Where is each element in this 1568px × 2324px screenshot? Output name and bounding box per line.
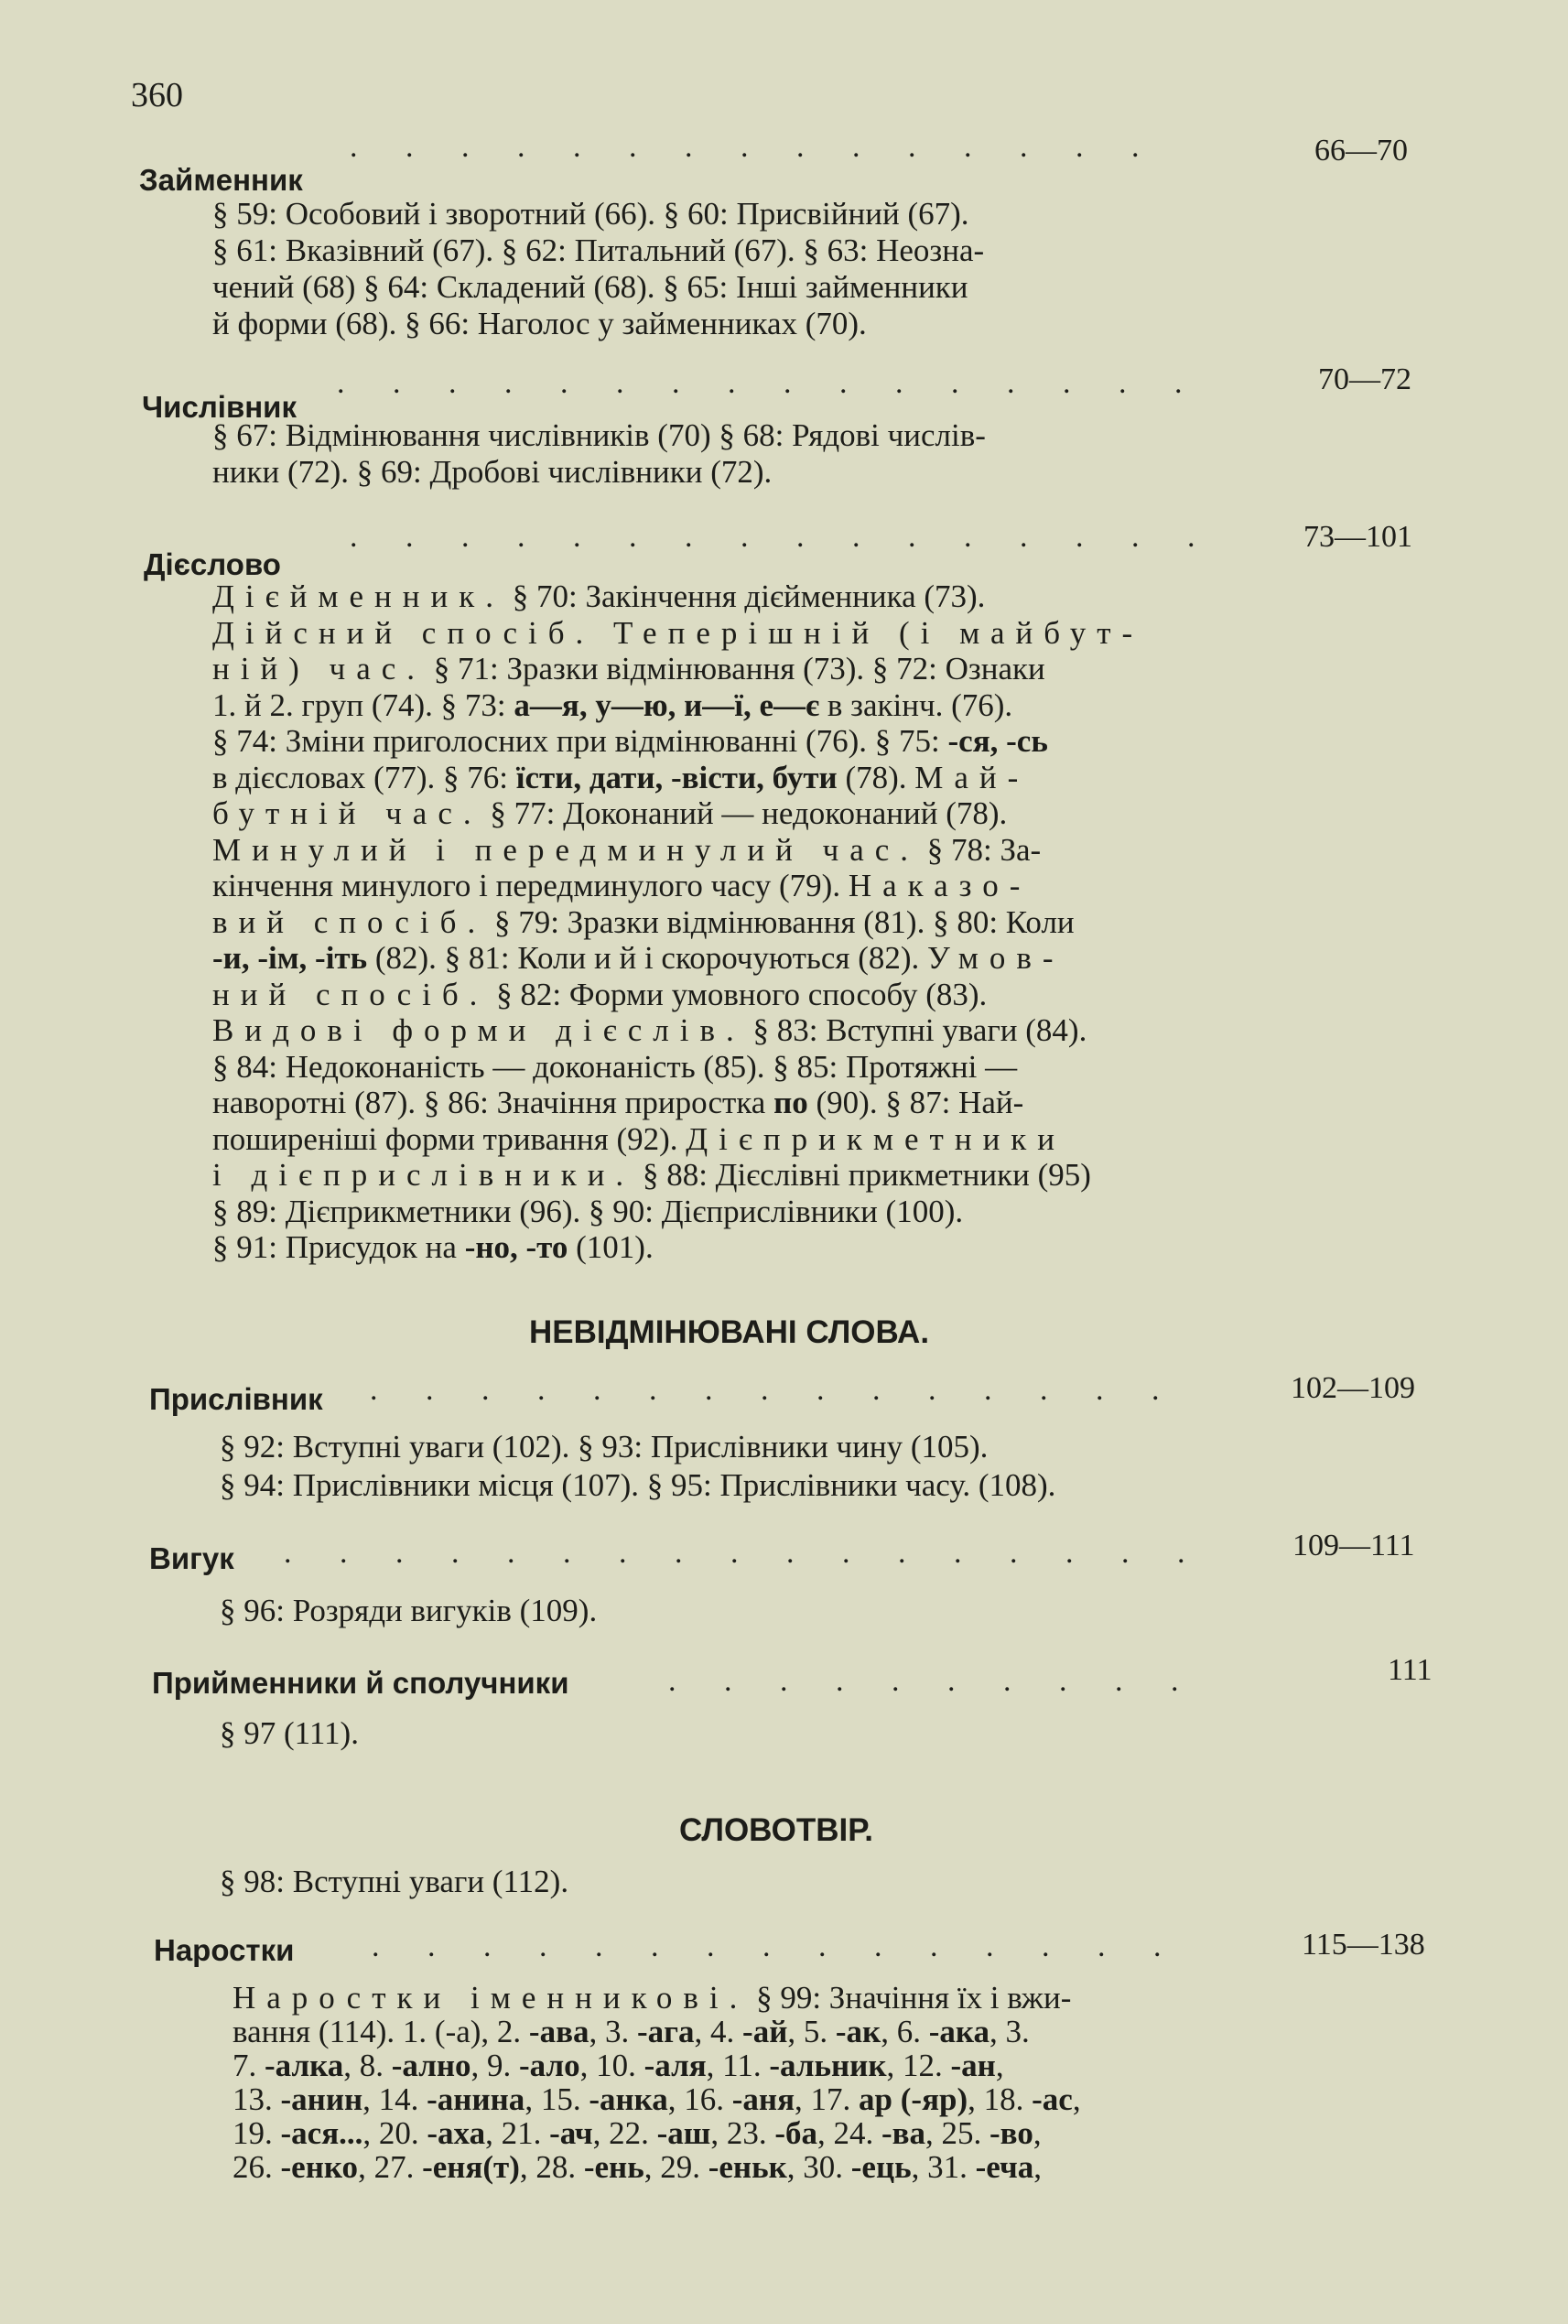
section-heading: НЕВІДМІНЮВАНІ СЛОВА.	[529, 1314, 930, 1350]
page-number: 360	[131, 76, 183, 114]
entry-body	[220, 1593, 1327, 1629]
entry-text: § 70: Закінчення дієйменника (73).	[503, 578, 986, 614]
entry-line: § 59: Особовий і зворотний (66). § 60: Присвійний (67).	[212, 196, 969, 232]
entry-line: § 67: Відмінювання числівників (70) § 68: Рядові числів-	[212, 417, 986, 453]
entry-pages: 66—70	[1314, 134, 1408, 168]
entry-line	[212, 723, 1256, 760]
bold-term: а—я, у—ю, и—ї, е—є	[514, 686, 820, 723]
bold-term: по	[773, 1085, 808, 1120]
entry-pages: 111	[1388, 1653, 1433, 1687]
entry-pages: 102—109	[1291, 1371, 1415, 1405]
entry-title: Займенник	[139, 163, 303, 197]
entry-text: , 20.	[362, 2115, 427, 2151]
entry-line	[212, 687, 1256, 724]
entry-text: § 79: Зразки відмінювання (81). § 80: Коли	[486, 903, 1075, 940]
leader-dots: . . . . . . . . . . . . . . .	[370, 1373, 1180, 1407]
entry-text: § 84: Недоконаність — доконаність (85). § 85: Протяжні —	[212, 1048, 1018, 1085]
spaced-term: Минулий і передминулий час.	[212, 831, 920, 868]
entry-line	[212, 795, 1256, 832]
spaced-term: Наказо-	[848, 868, 1032, 903]
entry-line	[212, 615, 1256, 652]
leader-dots: . . . . . . . . . . . . . . .	[372, 1929, 1182, 1963]
entry-body	[212, 578, 1256, 1266]
entry-text: (101).	[568, 1229, 654, 1265]
entry-line	[212, 1194, 1256, 1230]
spaced-term: Май-	[914, 759, 1030, 795]
spaced-term: Дійсний спосіб. Теперішній (і майбут-	[212, 614, 1144, 651]
entry-pages: 115—138	[1302, 1928, 1425, 1962]
spaced-term: Дієйменник.	[212, 578, 504, 614]
entry-text: , 28.	[519, 2149, 584, 2185]
entry-text: , 31.	[911, 2149, 976, 2185]
entry-title: Прислівник	[149, 1382, 323, 1416]
suffix: -еча	[975, 2149, 1034, 2185]
section-intro	[220, 1864, 1327, 1900]
section-heading: СЛОВОТВІР.	[679, 1812, 874, 1848]
entry-text: 19.	[232, 2115, 281, 2151]
entry-text: (82). § 81: Коли и й і скорочуються (82).	[367, 940, 928, 976]
suffix: -ално	[391, 2048, 471, 2083]
entry-line	[212, 1229, 1256, 1266]
entry-text: 13.	[232, 2081, 281, 2117]
suffix: -алка	[265, 2048, 344, 2083]
entry-text: кінчення минулого і передминулого часу (79).	[212, 868, 849, 903]
entry-line	[212, 832, 1256, 869]
entry-line	[212, 977, 1256, 1013]
entry-line	[212, 1012, 1256, 1049]
entry-text: § 91: Присудок на	[212, 1229, 465, 1265]
spaced-term: ний спосіб.	[212, 976, 489, 1012]
entry-title: Наростки	[154, 1933, 295, 1967]
entry-line	[212, 1049, 1256, 1086]
entry-text: , 9.	[470, 2048, 520, 2083]
suffix: -ець	[850, 2149, 912, 2185]
leader-dots: . . . . . . . . . . . . . . . .	[337, 366, 1203, 400]
entry-line	[212, 1085, 1256, 1121]
entry-text: 26.	[232, 2149, 281, 2185]
suffix: -ас	[1032, 2081, 1073, 2117]
entry-text: ,	[1033, 2115, 1042, 2151]
entry-line	[232, 2150, 1267, 2184]
suffix: -ба	[774, 2115, 817, 2151]
entry-text: , 25.	[925, 2115, 990, 2151]
entry-line	[212, 651, 1256, 687]
entry-line	[212, 1157, 1256, 1194]
entry-text: , 21.	[485, 2115, 550, 2151]
suffix: -ало	[519, 2048, 580, 2083]
suffix: -анина	[427, 2081, 525, 2117]
suffix: -еня(т)	[422, 2149, 520, 2185]
entry-line: § 97 (111).	[220, 1715, 359, 1751]
entry-text: , 17.	[795, 2081, 860, 2117]
entry-text: § 74: Зміни приголосних при відмінюванні (76). § 75:	[212, 723, 948, 759]
entry-title: Вигук	[149, 1541, 234, 1575]
entry-text: , 18.	[968, 2081, 1033, 2117]
entry-text: , 29.	[643, 2149, 708, 2185]
spaced-term: бутній час.	[212, 795, 482, 831]
bold-term: -ся, -сь	[947, 723, 1048, 759]
suffix: -ася...	[280, 2115, 363, 2151]
leader-dots: . . . . . . . . . . . . . . . .	[350, 520, 1216, 554]
entry-text: § 88: Дієслівні прикметники (95)	[634, 1157, 1091, 1193]
entry-line	[232, 2082, 1267, 2116]
entry-text: § 82: Форми умовного способу (83).	[488, 976, 988, 1012]
entry-line: чений (68) § 64: Складений (68). § 65: Інші займенники	[212, 269, 968, 305]
entry-title: Прийменники й сполучники	[152, 1666, 569, 1700]
entry-text: ,	[1033, 2149, 1042, 2185]
entry-text: 7.	[232, 2048, 265, 2083]
entry-text: § 89: Дієприкметники (96). § 90: Дієприслівники (100).	[212, 1193, 964, 1229]
entry-text: , 23.	[710, 2115, 775, 2151]
entry-text: , 24.	[816, 2115, 881, 2151]
entry-text: , 22.	[592, 2115, 657, 2151]
entry-text: ,	[995, 2048, 1004, 2083]
entry-line	[232, 2015, 1267, 2048]
entry-text: , 16.	[667, 2081, 732, 2117]
leader-dots: . . . . . . . . . .	[668, 1664, 1199, 1698]
entry-text: , 10.	[579, 2048, 644, 2083]
entry-text: 1. й 2. груп (74). § 73:	[212, 686, 514, 723]
entry-text: , 5.	[787, 2014, 836, 2049]
bold-term: -и, -ім, -іть	[212, 940, 368, 976]
spaced-term: Наростки іменникові.	[232, 1980, 749, 2016]
bold-term: їсти, дати, -вісти, бути	[515, 759, 838, 795]
entry-text: , 12.	[886, 2048, 951, 2083]
suffix: -енко	[280, 2149, 359, 2185]
entry-pages: 70—72	[1318, 362, 1411, 396]
entry-line: ники (72). § 69: Дробові числівники (72).	[212, 454, 773, 490]
spaced-term: вий спосіб.	[212, 903, 487, 940]
suffix: -ава	[528, 2014, 589, 2049]
entry-body	[220, 1715, 1327, 1752]
entry-line	[232, 1981, 1267, 2015]
entry-text: , 3.	[989, 2014, 1030, 2049]
entry-text: ,	[1072, 2081, 1081, 2117]
entry-text: , 14.	[362, 2081, 427, 2117]
entry-line	[212, 868, 1256, 904]
entry-line	[212, 940, 1256, 977]
entry-text: , 27.	[358, 2149, 423, 2185]
entry-text: § 83: Вступні уваги (84).	[744, 1012, 1087, 1048]
spaced-term: Видові форми дієслів.	[212, 1012, 745, 1048]
suffix: -альник	[769, 2048, 887, 2083]
entry-title: Числівник	[142, 390, 297, 424]
suffix: -ень	[583, 2149, 644, 2185]
bold-term: -но, -то	[464, 1229, 568, 1265]
entry-text: , 11.	[706, 2048, 770, 2083]
spaced-term: Дієприкметники	[686, 1120, 1066, 1157]
suffix: -ага	[636, 2014, 695, 2049]
entry-body	[212, 417, 1256, 491]
spaced-term: Умов-	[927, 940, 1065, 976]
entry-body	[232, 1981, 1267, 2184]
entry-line	[232, 2048, 1267, 2082]
entry-text: в закінч. (76).	[819, 686, 1013, 723]
entry-line	[212, 1121, 1256, 1158]
suffix: -ач	[549, 2115, 593, 2151]
entry-text: , 4.	[694, 2014, 743, 2049]
leader-dots: . . . . . . . . . . . . . . . . .	[284, 1536, 1206, 1570]
entry-line	[212, 760, 1256, 796]
entry-body	[220, 1428, 1327, 1505]
entry-line	[212, 578, 1256, 615]
suffix: -ан	[950, 2048, 996, 2083]
suffix: -ак	[835, 2014, 881, 2049]
entry-line: й форми (68). § 66: Наголос у займенниках (70).	[212, 306, 867, 341]
suffix: -ва	[881, 2115, 926, 2151]
entry-text: , 3.	[589, 2014, 637, 2049]
entry-pages: 109—111	[1292, 1529, 1415, 1562]
spaced-term: і дієприслівники.	[212, 1157, 635, 1193]
entry-text: вання (114). 1. (-а), 2.	[232, 2014, 529, 2049]
entry-text: § 78: За-	[919, 831, 1042, 868]
entry-text: § 77: Доконаний — недоконаний (78).	[481, 795, 1008, 831]
entry-text: поширеніші форми тривання (92).	[212, 1120, 687, 1157]
suffix: ар (-яр)	[859, 2081, 968, 2117]
suffix: -ай	[742, 2014, 788, 2049]
entry-text: , 6.	[881, 2014, 929, 2049]
suffix: -анин	[280, 2081, 363, 2117]
entry-text: , 30.	[786, 2149, 851, 2185]
leader-dots: . . . . . . . . . . . . . . .	[350, 130, 1160, 164]
suffix: -аня	[731, 2081, 795, 2117]
entry-text: , 15.	[524, 2081, 589, 2117]
suffix: -аха	[427, 2115, 486, 2151]
suffix: -ака	[928, 2014, 989, 2049]
entry-line: § 92: Вступні уваги (102). § 93: Прислівники чину (105).	[220, 1429, 989, 1465]
entry-title: Дієслово	[144, 547, 281, 581]
suffix: -еньк	[708, 2149, 787, 2185]
suffix: -аля	[643, 2048, 707, 2083]
spaced-term: ній) час.	[212, 651, 427, 686]
suffix: -аш	[656, 2115, 711, 2151]
entry-line	[232, 2116, 1267, 2150]
entry-body	[212, 196, 1256, 342]
entry-line: § 61: Вказівний (67). § 62: Питальний (67). § 63: Неозна-	[212, 232, 985, 268]
entry-pages: 73—101	[1303, 520, 1412, 554]
suffix: -анка	[589, 2081, 668, 2117]
entry-line: § 98: Вступні уваги (112).	[220, 1864, 569, 1899]
entry-line: § 96: Розряди вигуків (109).	[220, 1593, 598, 1628]
entry-text: в дієсловах (77). § 76:	[212, 759, 516, 795]
suffix: -во	[989, 2115, 1033, 2151]
entry-text: § 99: Значіння їх і вжи-	[748, 1980, 1072, 2016]
entry-line: § 94: Прислівники місця (107). § 95: Прислівники часу. (108).	[220, 1467, 1056, 1503]
entry-text: наворотні (87). § 86: Значіння приростка	[212, 1085, 774, 1120]
entry-text: § 71: Зразки відмінювання (73). § 72: Ознаки	[426, 651, 1045, 686]
entry-text: (90). § 87: Най-	[807, 1085, 1024, 1120]
entry-text: (78).	[837, 759, 915, 795]
entry-text: , 8.	[343, 2048, 392, 2083]
entry-line	[212, 904, 1256, 941]
